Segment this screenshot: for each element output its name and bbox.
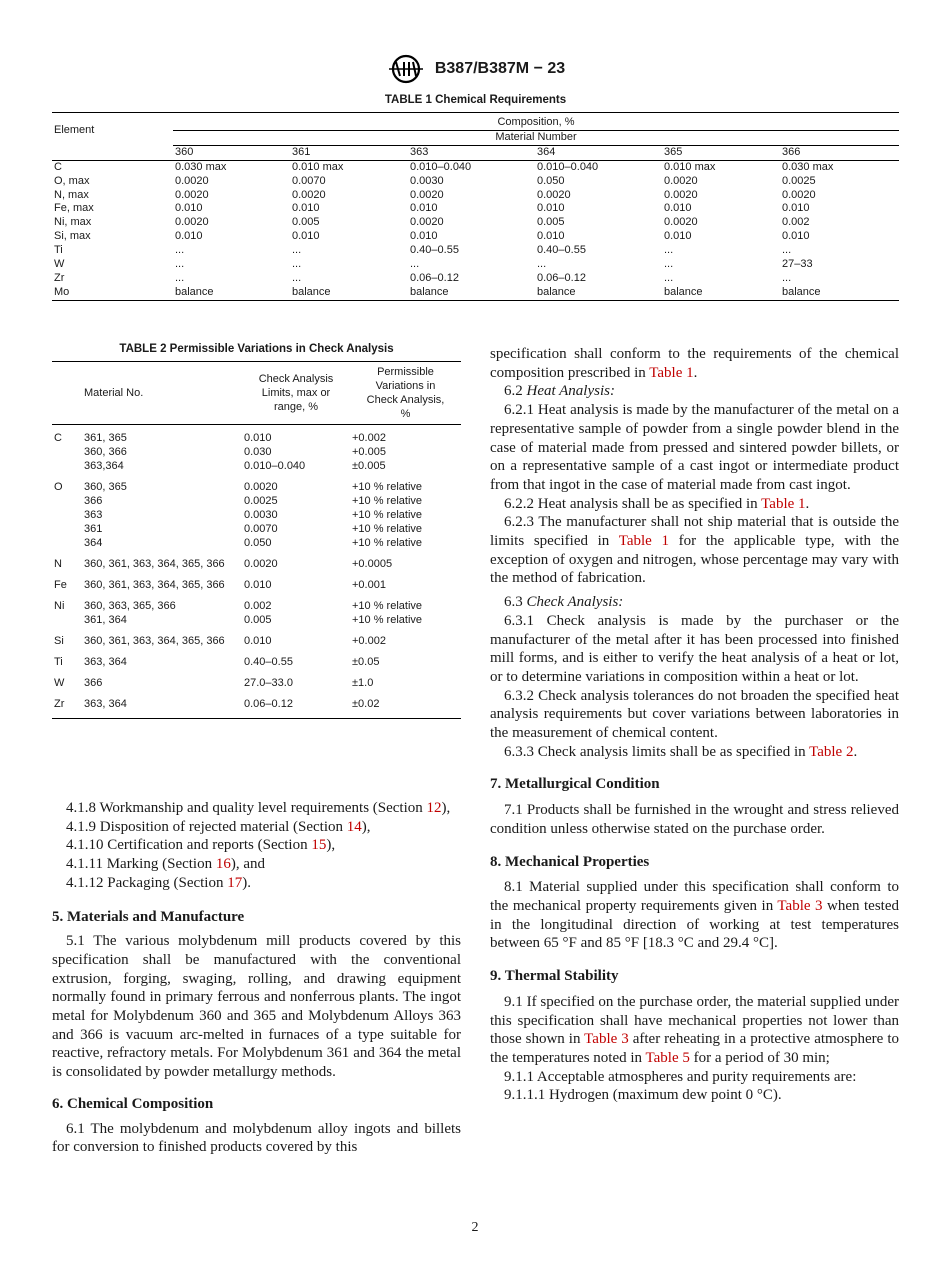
section-link[interactable]: 15 bbox=[311, 837, 327, 854]
material-cell: 360, 361, 363, 364, 365, 366 bbox=[84, 558, 225, 570]
value-cell: 0.010 bbox=[537, 230, 565, 243]
page-number: 2 bbox=[471, 1220, 479, 1235]
para-9-1-1: 9.1.1 Acceptable atmospheres and purity requirements are: bbox=[504, 1068, 857, 1085]
value-cell: balance bbox=[782, 285, 821, 298]
para-4-1-9 bbox=[52, 818, 461, 837]
element-cell: N bbox=[54, 558, 62, 570]
para-6-2-1: 6.2.1 Heat analysis is made by the manufacturer of the metal on a representative sample of powder from a single powder blend in the case of material made from pressed and sintered powder billets, or on a representative sample of a cast ingot or intermediate product from that ingot in the case of material made from cast ingot. bbox=[490, 402, 899, 493]
element-header: Element bbox=[54, 123, 95, 136]
material-cell: 363, 364 bbox=[84, 698, 127, 710]
para-6-1: 6.1 The molybdenum and molybdenum alloy ingots and billets for conversion to finished products covered by this bbox=[52, 1120, 461, 1156]
element-cell: W bbox=[54, 258, 65, 271]
element-cell bbox=[52, 613, 82, 627]
element-cell bbox=[52, 459, 82, 473]
table-row bbox=[52, 571, 461, 592]
value-cell: 0.005 bbox=[292, 216, 320, 229]
text: after reheating in a protective atmosphere to the temperatures noted in bbox=[490, 1031, 899, 1066]
value-cell: 0.40–0.55 bbox=[410, 244, 459, 257]
variation-cell: ±0.05 bbox=[352, 656, 380, 668]
limit-cell: 0.010 bbox=[244, 579, 272, 591]
limit-cell: 0.40–0.55 bbox=[244, 656, 293, 668]
element-cell: Ni bbox=[54, 600, 65, 612]
text: ), bbox=[326, 837, 336, 854]
variations-header-line: % bbox=[400, 408, 411, 420]
value-cell: 0.050 bbox=[537, 174, 565, 187]
value-cell: 0.010 bbox=[410, 230, 438, 243]
value-cell: 0.0070 bbox=[292, 174, 326, 187]
element-cell: Zr bbox=[54, 271, 65, 284]
subsection-title: Check Analysis: bbox=[526, 594, 624, 611]
variation-cell: +10 % relative bbox=[352, 600, 423, 612]
limit-cell: 0.005 bbox=[244, 614, 272, 626]
table-row bbox=[52, 550, 461, 571]
material-number-cell: 361 bbox=[290, 145, 408, 160]
text: ), bbox=[361, 818, 371, 835]
section-8-heading: 8. Mechanical Properties bbox=[490, 853, 650, 870]
material-number-cell: 366 bbox=[780, 145, 899, 160]
element-cell: Fe, max bbox=[54, 202, 94, 215]
table-link[interactable]: Table 3 bbox=[584, 1031, 629, 1048]
value-cell: 0.06–0.12 bbox=[537, 271, 586, 284]
value-cell: ... bbox=[175, 244, 185, 257]
composition-header: Composition, % bbox=[173, 113, 899, 131]
material-number-cell: 365 bbox=[662, 145, 780, 160]
limit-cell: 0.0020 bbox=[244, 558, 278, 570]
table-link[interactable]: Table 1 bbox=[649, 364, 694, 381]
value-cell: 27–33 bbox=[782, 258, 813, 271]
subsection-title: Heat Analysis: bbox=[526, 383, 615, 400]
limit-cell: 0.030 bbox=[244, 446, 272, 458]
section-5-heading: 5. Materials and Manufacture bbox=[52, 908, 245, 925]
variations-header-line: Permissible bbox=[377, 366, 434, 378]
section-9-heading: 9. Thermal Stability bbox=[490, 968, 619, 985]
table-1 bbox=[52, 94, 899, 301]
limit-cell: 0.010 bbox=[244, 635, 272, 647]
left-column bbox=[52, 799, 461, 1157]
para-9-1 bbox=[490, 993, 899, 1068]
text: for a period of 30 min; bbox=[689, 1049, 830, 1066]
para-7-1: 7.1 Products shall be furnished in the wrought and stress relieved condition unless otherwise stated on the purchase order. bbox=[490, 802, 899, 837]
limits-header-line: Check Analysis bbox=[258, 373, 334, 385]
table-row bbox=[52, 459, 461, 473]
value-cell: balance bbox=[410, 285, 449, 298]
variation-cell: +10 % relative bbox=[352, 614, 423, 626]
section-6-heading: 6. Chemical Composition bbox=[52, 1095, 214, 1112]
table-row bbox=[52, 508, 461, 522]
table-row bbox=[52, 669, 461, 690]
table-row bbox=[52, 286, 899, 300]
element-cell: Ti bbox=[54, 244, 63, 257]
value-cell: ... bbox=[664, 271, 674, 284]
astm-logo-icon bbox=[385, 54, 427, 84]
variation-cell: ±0.005 bbox=[352, 460, 386, 472]
element-cell: Si, max bbox=[54, 230, 91, 243]
value-cell: ... bbox=[175, 271, 185, 284]
material-cell: 361 bbox=[84, 523, 103, 535]
value-cell: ... bbox=[782, 271, 792, 284]
variation-cell: +10 % relative bbox=[352, 537, 423, 549]
value-cell: 0.0020 bbox=[175, 174, 209, 187]
element-cell bbox=[52, 522, 82, 536]
variation-cell: ±0.02 bbox=[352, 698, 380, 710]
variation-cell: +0.002 bbox=[352, 432, 386, 444]
value-cell: 0.010–0.040 bbox=[537, 160, 599, 173]
element-cell: Mo bbox=[54, 285, 70, 298]
value-cell: ... bbox=[175, 258, 185, 271]
variation-cell: ±1.0 bbox=[352, 677, 374, 689]
element-cell: Ni, max bbox=[54, 216, 92, 229]
table-row bbox=[52, 258, 899, 272]
element-cell: Fe bbox=[54, 579, 67, 591]
text: . bbox=[853, 743, 858, 760]
variation-cell: +0.001 bbox=[352, 579, 386, 591]
value-cell: 0.010 bbox=[782, 202, 810, 215]
text: 4.1.10 Certification and reports (Section bbox=[66, 837, 312, 854]
value-cell: ... bbox=[410, 258, 420, 271]
value-cell: 0.0020 bbox=[292, 188, 326, 201]
section-link[interactable]: 16 bbox=[215, 856, 231, 873]
variations-header bbox=[350, 362, 461, 425]
element-cell: O, max bbox=[54, 174, 90, 187]
limits-header-line: Limits, max or bbox=[261, 387, 331, 399]
table-link[interactable]: Table 1 bbox=[618, 533, 669, 550]
para-6-1-cont bbox=[490, 345, 899, 382]
table-row bbox=[52, 216, 899, 230]
table-row bbox=[52, 522, 461, 536]
section-7-heading: 7. Metallurgical Condition bbox=[490, 776, 660, 793]
table-link[interactable]: Table 2 bbox=[809, 743, 854, 760]
material-cell: 360, 361, 363, 364, 365, 366 bbox=[84, 635, 225, 647]
limit-cell: 0.010 bbox=[244, 432, 272, 444]
element-cell bbox=[52, 536, 82, 550]
value-cell: 0.0025 bbox=[782, 174, 816, 187]
para-6-2-2 bbox=[490, 495, 899, 514]
value-cell: 0.010 bbox=[664, 202, 692, 215]
element-cell: O bbox=[54, 481, 63, 493]
table-row bbox=[52, 473, 461, 494]
chemical-requirements-table bbox=[52, 112, 899, 301]
text: 6.2 bbox=[504, 383, 527, 400]
para-8-1 bbox=[490, 878, 899, 953]
section-link[interactable]: 17 bbox=[227, 874, 243, 891]
material-cell: 360, 363, 365, 366 bbox=[84, 600, 176, 612]
material-number-cell: 363 bbox=[408, 145, 535, 160]
material-number-cell: 360 bbox=[173, 145, 290, 160]
text: ), bbox=[441, 800, 451, 816]
value-cell: ... bbox=[664, 258, 674, 271]
value-cell: 0.010 bbox=[537, 202, 565, 215]
section-link[interactable]: 12 bbox=[426, 800, 442, 816]
value-cell: 0.0020 bbox=[664, 174, 698, 187]
value-cell: 0.0020 bbox=[175, 188, 209, 201]
material-cell: 361, 364 bbox=[84, 614, 127, 626]
text: specification shall conform to the requirements of the chemical composition prescribed in bbox=[490, 346, 899, 381]
table-row bbox=[52, 445, 461, 459]
element-cell: C bbox=[54, 432, 62, 444]
limits-header bbox=[242, 362, 350, 425]
value-cell: 0.010 bbox=[292, 202, 320, 215]
table-row bbox=[52, 175, 899, 189]
table-row bbox=[52, 690, 461, 719]
material-cell: 360, 366 bbox=[84, 446, 127, 458]
value-cell: 0.010 bbox=[175, 202, 203, 215]
text: 4.1.8 Workmanship and quality level requirements (Section bbox=[66, 800, 427, 816]
element-cell: N, max bbox=[54, 188, 89, 201]
text: 6.2.3 The manufacturer shall not ship material that is outside the limits specified in bbox=[490, 514, 899, 550]
table-row bbox=[52, 202, 899, 216]
value-cell: 0.030 max bbox=[782, 160, 834, 173]
material-number-header: Material Number bbox=[173, 130, 899, 145]
value-cell: 0.06–0.12 bbox=[410, 271, 459, 284]
table-link[interactable]: Table 1 bbox=[761, 495, 806, 512]
limit-cell: 0.0020 bbox=[244, 481, 278, 493]
table-row bbox=[52, 613, 461, 627]
value-cell: 0.0020 bbox=[782, 188, 816, 201]
value-cell: ... bbox=[292, 258, 302, 271]
element-cell bbox=[52, 508, 82, 522]
limit-cell: 0.0070 bbox=[244, 523, 278, 535]
value-cell: 0.0020 bbox=[410, 188, 444, 201]
text: 9.1 If specified on the purchase order, the material supplied under this specification shall have mechanical properties not lower than those shown in bbox=[490, 993, 899, 1048]
text: 4.1.11 Marking (Section bbox=[66, 856, 216, 873]
value-cell: 0.0020 bbox=[664, 216, 698, 229]
text: . bbox=[805, 495, 810, 512]
value-cell: 0.0020 bbox=[664, 188, 698, 201]
variation-cell: +10 % relative bbox=[352, 495, 423, 507]
variations-header-line: Variations in bbox=[375, 380, 436, 392]
value-cell: 0.010 bbox=[292, 230, 320, 243]
variation-cell: +10 % relative bbox=[352, 509, 423, 521]
material-cell: 363,364 bbox=[84, 460, 124, 472]
variation-cell: +0.005 bbox=[352, 446, 386, 458]
value-cell: balance bbox=[175, 285, 214, 298]
para-6-3-1: 6.3.1 Check analysis is made by the purchaser or the manufacturer of the metal after it has been processed into finished mill forms, and is either to verify the heat analysis of a heat or lot, or to determine variations in composition within a heat or lot. bbox=[490, 612, 899, 685]
text: 8.1 Material supplied under this specification shall conform to the mechanical property requirements given in bbox=[490, 879, 899, 914]
para-6-3-3 bbox=[490, 743, 899, 762]
limit-cell: 0.06–0.12 bbox=[244, 698, 293, 710]
limit-cell: 0.0025 bbox=[244, 495, 278, 507]
value-cell: 0.40–0.55 bbox=[537, 244, 586, 257]
material-no-header: Material No. bbox=[82, 362, 242, 425]
table-row bbox=[52, 494, 461, 508]
value-cell: 0.005 bbox=[537, 216, 565, 229]
variation-cell: +10 % relative bbox=[352, 481, 423, 493]
value-cell: 0.010–0.040 bbox=[410, 160, 472, 173]
value-cell: 0.0020 bbox=[175, 216, 209, 229]
table-row bbox=[52, 425, 461, 446]
table-2-caption: TABLE 2 Permissible Variations in Check Analysis bbox=[119, 343, 394, 355]
table-row bbox=[52, 160, 899, 174]
table-row bbox=[52, 189, 899, 203]
material-cell: 366 bbox=[84, 677, 103, 689]
page-header bbox=[0, 54, 950, 84]
limit-cell: 0.002 bbox=[244, 600, 272, 612]
section-link[interactable]: 14 bbox=[346, 818, 362, 835]
variations-header-line: Check Analysis, bbox=[366, 394, 445, 406]
value-cell: balance bbox=[664, 285, 703, 298]
text: 6.2.2 Heat analysis shall be as specified in bbox=[504, 495, 762, 512]
table-1-caption: TABLE 1 Chemical Requirements bbox=[384, 94, 567, 106]
value-cell: 0.010 bbox=[175, 230, 203, 243]
text: ), and bbox=[230, 856, 265, 873]
para-4-1-12 bbox=[52, 874, 461, 893]
para-9-1-1-1: 9.1.1.1 Hydrogen (maximum dew point 0 °C). bbox=[504, 1087, 782, 1104]
table-row bbox=[52, 244, 899, 258]
value-cell: 0.010 bbox=[782, 230, 810, 243]
value-cell: 0.010 bbox=[664, 230, 692, 243]
para-4-1-10 bbox=[52, 836, 461, 855]
limit-cell: 0.010–0.040 bbox=[244, 460, 306, 472]
material-cell: 360, 365 bbox=[84, 481, 127, 493]
empty-header-cell bbox=[52, 145, 173, 160]
element-header-cell bbox=[52, 362, 82, 425]
para-5-1: 5.1 The various molybdenum mill products covered by this specification shall be manufactured with the conventional extrusion, forging, swaging, rolling, and drawing equipment normally found in primary ferrous and nonferrous plants. The ingot metal for Molybdenum 360 and 365 and Molybdenum Alloys 363 and 366 is vacuum arc-melted in furnaces of a type suitable for reactive, refractory metals. For Molybdenum 361 and 364 the metal is consolidated by powder metallurgy methods. bbox=[52, 933, 461, 1081]
material-cell: 366 bbox=[84, 495, 103, 507]
table-row bbox=[52, 648, 461, 669]
para-6-2 bbox=[490, 382, 899, 401]
element-cell: C bbox=[54, 160, 62, 173]
value-cell: 0.0020 bbox=[410, 216, 444, 229]
element-cell: Si bbox=[54, 635, 64, 647]
value-cell: ... bbox=[782, 244, 792, 257]
table-row bbox=[52, 627, 461, 648]
value-cell: 0.002 bbox=[782, 216, 810, 229]
variation-cell: +0.0005 bbox=[352, 558, 393, 570]
value-cell: ... bbox=[537, 258, 547, 271]
material-cell: 364 bbox=[84, 537, 103, 549]
limit-cell: 27.0–33.0 bbox=[244, 677, 293, 689]
value-cell: 0.010 max bbox=[292, 160, 344, 173]
material-cell: 361, 365 bbox=[84, 432, 127, 444]
element-cell: Zr bbox=[54, 698, 65, 710]
text: 4.1.9 Disposition of rejected material (Section bbox=[66, 818, 347, 835]
limit-cell: 0.0030 bbox=[244, 509, 278, 521]
element-cell bbox=[52, 494, 82, 508]
table-row bbox=[52, 230, 899, 244]
text: . bbox=[693, 364, 698, 381]
table-link[interactable]: Table 5 bbox=[645, 1049, 690, 1066]
para-6-3-2: 6.3.2 Check analysis tolerances do not broaden the specified heat analysis requirements but cover variations between laboratories in the measurement of chemical content. bbox=[490, 687, 899, 742]
material-cell: 363, 364 bbox=[84, 656, 127, 668]
value-cell: ... bbox=[292, 244, 302, 257]
value-cell: 0.010 bbox=[410, 202, 438, 215]
text: ). bbox=[242, 874, 251, 891]
para-4-1-8 bbox=[52, 799, 461, 818]
text: for the applicable type, with the exception of oxygen and nitrogen, whose percentage may vary with the method of fabrication. bbox=[490, 533, 899, 587]
variation-cell: +0.002 bbox=[352, 635, 386, 647]
text: 6.3.3 Check analysis limits shall be as specified in bbox=[504, 743, 810, 760]
element-cell: W bbox=[54, 677, 65, 689]
element-cell bbox=[52, 445, 82, 459]
limit-cell: 0.050 bbox=[244, 537, 272, 549]
value-cell: 0.030 max bbox=[175, 160, 227, 173]
value-cell: balance bbox=[292, 285, 331, 298]
limits-header-line: range, % bbox=[273, 401, 319, 413]
material-cell: 363 bbox=[84, 509, 103, 521]
text: 4.1.12 Packaging (Section bbox=[66, 874, 228, 891]
document-id: B387/B387M − 23 bbox=[434, 60, 566, 77]
text: 6.3 bbox=[504, 594, 527, 611]
element-cell: Ti bbox=[54, 656, 63, 668]
value-cell: 0.0020 bbox=[537, 188, 571, 201]
right-column bbox=[490, 345, 899, 1105]
para-6-3 bbox=[490, 593, 899, 612]
check-analysis-table bbox=[52, 361, 461, 719]
value-cell: ... bbox=[664, 244, 674, 257]
table-2 bbox=[52, 343, 461, 719]
value-cell: ... bbox=[292, 271, 302, 284]
table-link[interactable]: Table 3 bbox=[777, 897, 823, 914]
variation-cell: +10 % relative bbox=[352, 523, 423, 535]
para-6-2-3 bbox=[490, 513, 899, 588]
table-row bbox=[52, 536, 461, 550]
text: when tested in the longitudinal direction of working at test temperatures between 65 °F and 85 °F [18.3 °C and 29.4 °C]. bbox=[490, 897, 899, 952]
value-cell: balance bbox=[537, 285, 576, 298]
value-cell: 0.0030 bbox=[410, 174, 444, 187]
table-row bbox=[52, 592, 461, 613]
material-number-cell: 364 bbox=[535, 145, 662, 160]
para-4-1-11 bbox=[52, 855, 461, 874]
material-cell: 360, 361, 363, 364, 365, 366 bbox=[84, 579, 225, 591]
value-cell: 0.010 max bbox=[664, 160, 716, 173]
table-row bbox=[52, 272, 899, 286]
